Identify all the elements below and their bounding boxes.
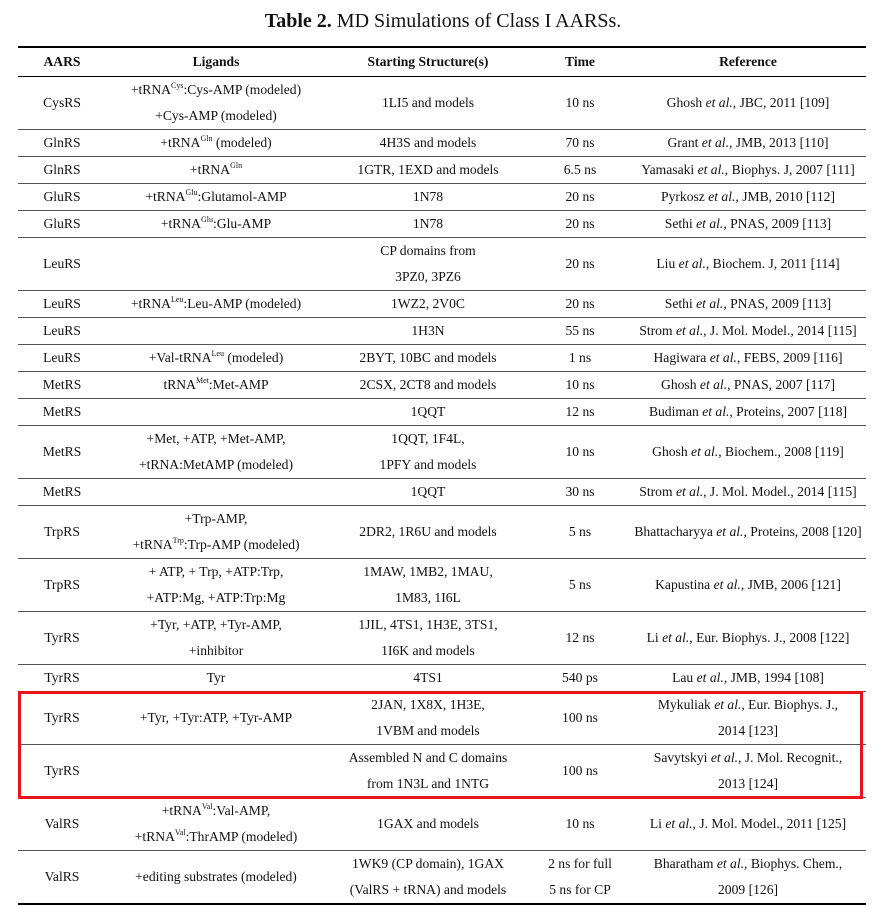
cell-starting-structure: [326, 479, 530, 506]
cell-starting-structure-line: from 1N3L and 1NTG: [366, 776, 490, 791]
cell-aars: [18, 851, 106, 905]
cell-reference: [630, 211, 866, 238]
cell-ligands: [106, 665, 326, 692]
table-row: [18, 318, 866, 345]
cell-time-line: 5 ns: [568, 577, 592, 592]
cell-reference: [630, 238, 866, 291]
cell-starting-structure-line: CP domains from: [380, 243, 476, 258]
cell-time: [530, 184, 630, 211]
cell-reference: [630, 130, 866, 157]
cell-reference-line: Yamasaki et al., Biophys. J, 2007 [111]: [641, 162, 855, 177]
cell-reference-line: Hagiwara et al., FEBS, 2009 [116]: [653, 350, 843, 365]
cell-reference-line: Kapustina et al., JMB, 2006 [121]: [655, 577, 841, 592]
cell-starting-structure: [326, 851, 530, 905]
cell-aars: [18, 238, 106, 291]
cell-time-line: 20 ns: [565, 189, 595, 204]
cell-aars-line: ValRS: [44, 869, 80, 884]
cell-ligands-line: +tRNA$^{Glu}$:Glutamol-AMP: [145, 188, 287, 204]
cell-time-line: 12 ns: [565, 630, 595, 645]
cell-reference: [630, 559, 866, 612]
cell-starting-structure-line: (ValRS + tRNA) and models: [349, 882, 507, 897]
cell-ligands-line: +Tyr, +Tyr:ATP, +Tyr-AMP: [139, 710, 293, 725]
cell-reference: [630, 851, 866, 905]
cell-ligands-line: +tRNA$^{Val}$:Val-AMP,: [161, 802, 271, 818]
cell-time-line: 20 ns: [565, 256, 595, 271]
cell-reference-line: Liu et al., Biochem. J, 2011 [114]: [656, 256, 840, 271]
cell-time-line: 70 ns: [565, 135, 595, 150]
table-row: [18, 157, 866, 184]
cell-reference-line: 2009 [126]: [717, 882, 779, 897]
cell-ligands: [106, 479, 326, 506]
cell-reference: [630, 506, 866, 559]
cell-time: [530, 692, 630, 745]
cell-reference: [630, 426, 866, 479]
cell-aars-line: ValRS: [44, 816, 80, 831]
column-header-aars: AARS: [18, 47, 106, 77]
cell-aars-line: TyrRS: [44, 630, 80, 645]
cell-time-line: 20 ns: [565, 296, 595, 311]
simulations-table: [18, 46, 866, 905]
table-row: [18, 692, 866, 745]
cell-aars-line: TrpRS: [44, 524, 80, 539]
table-row: [18, 479, 866, 506]
cell-time: [530, 291, 630, 318]
cell-time: [530, 426, 630, 479]
cell-time-line: 540 ps: [562, 670, 598, 685]
cell-time-line: 55 ns: [565, 323, 595, 338]
cell-ligands-line: +inhibitor: [188, 643, 244, 658]
cell-starting-structure-line: 1GTR, 1EXD and models: [357, 162, 499, 177]
cell-aars-line: GlnRS: [43, 162, 81, 177]
cell-ligands-line: +tRNA$^{Glu}$:Glu-AMP: [160, 215, 272, 231]
cell-ligands-line: +Tyr, +ATP, +Tyr-AMP,: [150, 617, 282, 632]
table-header-row: [18, 47, 866, 77]
cell-starting-structure-line: 2CSX, 2CT8 and models: [359, 377, 497, 392]
cell-ligands: [106, 157, 326, 184]
cell-aars-line: LeuRS: [43, 256, 81, 271]
cell-aars-line: LeuRS: [43, 350, 81, 365]
cell-starting-structure-line: 1M83, 1I6L: [395, 590, 461, 605]
cell-aars: [18, 479, 106, 506]
cell-aars: [18, 692, 106, 745]
cell-reference-line: Ghosh et al., PNAS, 2007 [117]: [661, 377, 835, 392]
cell-starting-structure-line: 3PZ0, 3PZ6: [395, 269, 461, 284]
cell-ligands: [106, 851, 326, 905]
cell-aars-line: LeuRS: [43, 323, 81, 338]
cell-starting-structure: [326, 130, 530, 157]
cell-ligands: [106, 798, 326, 851]
cell-ligands: [106, 559, 326, 612]
cell-time-line: 1 ns: [568, 350, 592, 365]
table-row: [18, 426, 866, 479]
table-row: [18, 745, 866, 798]
cell-starting-structure: [326, 157, 530, 184]
cell-time-line: 10 ns: [565, 377, 595, 392]
cell-aars: [18, 318, 106, 345]
cell-starting-structure-line: 1QQT: [410, 484, 446, 499]
cell-ligands-line: +Met, +ATP, +Met-AMP,: [146, 431, 286, 446]
table-row: [18, 559, 866, 612]
cell-reference-line: Pyrkosz et al., JMB, 2010 [112]: [661, 189, 835, 204]
cell-reference-line: Sethi et al., PNAS, 2009 [113]: [664, 216, 832, 231]
cell-starting-structure-line: 1PFY and models: [379, 457, 477, 472]
cell-ligands: [106, 318, 326, 345]
cell-reference-line: Bhattacharyya et al., Proteins, 2008 [120]: [634, 524, 862, 539]
cell-time: [530, 851, 630, 905]
cell-time: [530, 130, 630, 157]
cell-ligands-line: +tRNA$^{Gln}$: [189, 161, 243, 177]
cell-reference-line: Budiman et al., Proteins, 2007 [118]: [648, 404, 848, 419]
cell-reference: [630, 745, 866, 798]
cell-time-line: 30 ns: [565, 484, 595, 499]
cell-reference: [630, 692, 866, 745]
cell-time: [530, 157, 630, 184]
cell-starting-structure-line: 2BYT, 10BC and models: [359, 350, 497, 365]
column-header-reference: Reference: [630, 47, 866, 77]
cell-reference-line: Grant et al., JMB, 2013 [110]: [667, 135, 829, 150]
table-row: [18, 130, 866, 157]
cell-starting-structure: [326, 318, 530, 345]
cell-reference-line: 2014 [123]: [717, 723, 779, 738]
cell-ligands-line: +ATP:Mg, +ATP:Trp:Mg: [146, 590, 286, 605]
cell-starting-structure: [326, 426, 530, 479]
cell-time-line: 10 ns: [565, 444, 595, 459]
cell-reference-line: Li et al., J. Mol. Model., 2011 [125]: [649, 816, 847, 831]
cell-ligands: [106, 184, 326, 211]
cell-aars-line: GluRS: [43, 189, 81, 204]
cell-reference: [630, 184, 866, 211]
cell-ligands: [106, 399, 326, 426]
cell-aars-line: TyrRS: [44, 710, 80, 725]
cell-aars-line: GlnRS: [43, 135, 81, 150]
cell-aars: [18, 665, 106, 692]
cell-starting-structure-line: 2DR2, 1R6U and models: [359, 524, 497, 539]
table-row: [18, 506, 866, 559]
cell-aars: [18, 745, 106, 798]
cell-starting-structure: [326, 798, 530, 851]
cell-reference: [630, 77, 866, 130]
cell-time: [530, 612, 630, 665]
cell-starting-structure-line: 1LI5 and models: [381, 95, 475, 110]
cell-starting-structure-line: 1WZ2, 2V0C: [390, 296, 465, 311]
cell-ligands-line: +tRNA$^{Val}$:ThrAMP (modeled): [134, 828, 298, 844]
cell-reference-line: Mykuliak et al., Eur. Biophys. J.,: [657, 697, 839, 712]
cell-reference-line: Bharatham et al., Biophys. Chem.,: [653, 856, 843, 871]
cell-starting-structure: [326, 506, 530, 559]
table-row: [18, 612, 866, 665]
cell-starting-structure-line: 1I6K and models: [381, 643, 475, 658]
cell-aars-line: CysRS: [43, 95, 81, 110]
cell-starting-structure-line: 1MAW, 1MB2, 1MAU,: [363, 564, 493, 579]
cell-reference: [630, 399, 866, 426]
cell-aars: [18, 184, 106, 211]
cell-time-line: 10 ns: [565, 816, 595, 831]
cell-starting-structure-line: Assembled N and C domains: [348, 750, 508, 765]
table-row: [18, 77, 866, 130]
cell-reference-line: Sethi et al., PNAS, 2009 [113]: [664, 296, 832, 311]
cell-starting-structure-line: 1VBM and models: [376, 723, 480, 738]
cell-reference-line: Ghosh et al., JBC, 2011 [109]: [666, 95, 830, 110]
cell-aars-line: TrpRS: [44, 577, 80, 592]
cell-reference: [630, 345, 866, 372]
cell-ligands-line: +Cys-AMP (modeled): [155, 108, 277, 123]
cell-starting-structure-line: 2JAN, 1X8X, 1H3E,: [371, 697, 485, 712]
cell-ligands: [106, 506, 326, 559]
cell-aars: [18, 399, 106, 426]
cell-time: [530, 211, 630, 238]
cell-time-line: 20 ns: [565, 216, 595, 231]
cell-time: [530, 665, 630, 692]
cell-starting-structure: [326, 692, 530, 745]
table-row: [18, 291, 866, 318]
cell-aars: [18, 130, 106, 157]
cell-reference: [630, 157, 866, 184]
cell-aars: [18, 612, 106, 665]
cell-starting-structure: [326, 665, 530, 692]
cell-ligands: [106, 745, 326, 798]
column-header-starting-structures: Starting Structure(s): [326, 47, 530, 77]
cell-time: [530, 559, 630, 612]
cell-ligands: [106, 372, 326, 399]
cell-aars: [18, 506, 106, 559]
table-row: [18, 372, 866, 399]
cell-aars: [18, 559, 106, 612]
table-title: [0, 8, 886, 34]
cell-starting-structure-line: 1N78: [412, 216, 444, 231]
cell-ligands: [106, 77, 326, 130]
cell-time: [530, 479, 630, 506]
cell-starting-structure: [326, 559, 530, 612]
cell-time-line: 2 ns for full: [548, 856, 612, 871]
cell-starting-structure: [326, 372, 530, 399]
table-title-label: Table 2.: [264, 10, 332, 32]
cell-reference-line: Strom et al., J. Mol. Model., 2014 [115]: [639, 484, 857, 499]
cell-aars-line: TyrRS: [44, 763, 80, 778]
table-row: [18, 345, 866, 372]
cell-aars-line: MetRS: [42, 404, 82, 419]
cell-time: [530, 238, 630, 291]
table-title-text: MD Simulations of Class I AARSs.: [336, 10, 622, 32]
cell-ligands-line: +tRNA$^{Gln}$ (modeled): [160, 134, 272, 150]
cell-reference: [630, 479, 866, 506]
cell-reference: [630, 612, 866, 665]
cell-ligands-line: +tRNA$^{Leu}$:Leu-AMP (modeled): [130, 295, 302, 311]
cell-time-line: 100 ns: [562, 763, 598, 778]
column-header-time: Time: [530, 47, 630, 77]
cell-starting-structure-line: 1QQT, 1F4L,: [391, 431, 465, 446]
cell-aars-line: MetRS: [42, 444, 82, 459]
cell-starting-structure-line: 1JIL, 4TS1, 1H3E, 3TS1,: [358, 617, 498, 632]
cell-starting-structure: [326, 612, 530, 665]
cell-aars: [18, 77, 106, 130]
cell-aars: [18, 157, 106, 184]
cell-ligands: [106, 612, 326, 665]
cell-reference-line: Ghosh et al., Biochem., 2008 [119]: [652, 444, 844, 459]
cell-ligands: [106, 291, 326, 318]
table-body: [18, 77, 866, 905]
cell-reference-line: Lau et al., JMB, 1994 [108]: [672, 670, 824, 685]
cell-starting-structure: [326, 745, 530, 798]
cell-time: [530, 372, 630, 399]
cell-reference: [630, 372, 866, 399]
table-row: [18, 665, 866, 692]
cell-time: [530, 745, 630, 798]
cell-ligands-line: +editing substrates (modeled): [135, 869, 297, 884]
table-row: [18, 184, 866, 211]
cell-time-line: 6.5 ns: [563, 162, 597, 177]
cell-time: [530, 798, 630, 851]
cell-ligands: [106, 211, 326, 238]
cell-ligands: [106, 238, 326, 291]
cell-aars-line: GluRS: [43, 216, 81, 231]
cell-time-line: 5 ns for CP: [549, 882, 611, 897]
cell-reference: [630, 291, 866, 318]
cell-aars: [18, 211, 106, 238]
cell-time: [530, 77, 630, 130]
cell-aars-line: LeuRS: [43, 296, 81, 311]
table-row: [18, 399, 866, 426]
cell-reference-line: Strom et al., J. Mol. Model., 2014 [115]: [639, 323, 857, 338]
cell-starting-structure: [326, 184, 530, 211]
cell-ligands: [106, 426, 326, 479]
cell-time-line: 5 ns: [568, 524, 592, 539]
cell-starting-structure: [326, 238, 530, 291]
cell-time: [530, 318, 630, 345]
cell-starting-structure: [326, 211, 530, 238]
cell-time-line: 100 ns: [562, 710, 598, 725]
cell-reference-line: Savytskyi et al., J. Mol. Recognit.,: [653, 750, 843, 765]
cell-ligands-line: +Val-tRNA$^{Leu}$ (modeled): [148, 349, 284, 365]
cell-starting-structure-line: 1GAX and models: [377, 816, 479, 831]
cell-ligands-line: + ATP, + Trp, +ATP:Trp,: [148, 564, 284, 579]
cell-ligands-line: +tRNA$^{Cys}$:Cys-AMP (modeled): [130, 81, 302, 97]
cell-time: [530, 345, 630, 372]
cell-reference-line: Li et al., Eur. Biophys. J., 2008 [122]: [646, 630, 850, 645]
cell-ligands: [106, 692, 326, 745]
cell-aars-line: MetRS: [42, 377, 82, 392]
cell-starting-structure-line: 1N78: [412, 189, 444, 204]
cell-time: [530, 506, 630, 559]
cell-starting-structure-line: 1WK9 (CP domain), 1GAX: [351, 856, 505, 871]
cell-starting-structure: [326, 291, 530, 318]
cell-reference-line: 2013 [124]: [717, 776, 779, 791]
cell-time-line: 12 ns: [565, 404, 595, 419]
cell-starting-structure-line: 1QQT: [410, 404, 446, 419]
table-row: [18, 211, 866, 238]
cell-aars: [18, 291, 106, 318]
cell-reference: [630, 798, 866, 851]
cell-ligands: [106, 345, 326, 372]
table-row: [18, 851, 866, 905]
cell-time-line: 10 ns: [565, 95, 595, 110]
cell-aars: [18, 798, 106, 851]
table-row: [18, 238, 866, 291]
cell-ligands: [106, 130, 326, 157]
cell-ligands-line: +tRNA:MetAMP (modeled): [138, 457, 294, 472]
cell-reference: [630, 665, 866, 692]
cell-starting-structure-line: 4H3S and models: [379, 135, 477, 150]
cell-ligands-line: +Trp-AMP,: [184, 511, 248, 526]
cell-starting-structure-line: 4TS1: [413, 670, 443, 685]
cell-starting-structure: [326, 77, 530, 130]
cell-aars-line: MetRS: [42, 484, 82, 499]
cell-aars: [18, 426, 106, 479]
cell-starting-structure-line: 1H3N: [411, 323, 445, 338]
cell-ligands-line: tRNA$^{Met}$:Met-AMP: [163, 376, 269, 392]
cell-aars-line: TyrRS: [44, 670, 80, 685]
column-header-ligands: Ligands: [106, 47, 326, 77]
cell-starting-structure: [326, 399, 530, 426]
cell-aars: [18, 345, 106, 372]
cell-ligands-line: +tRNA$^{Trp}$:Trp-AMP (modeled): [132, 536, 300, 552]
cell-aars: [18, 372, 106, 399]
cell-ligands-line: Tyr: [206, 670, 226, 685]
cell-reference: [630, 318, 866, 345]
cell-starting-structure: [326, 345, 530, 372]
table-row: [18, 798, 866, 851]
cell-time: [530, 399, 630, 426]
